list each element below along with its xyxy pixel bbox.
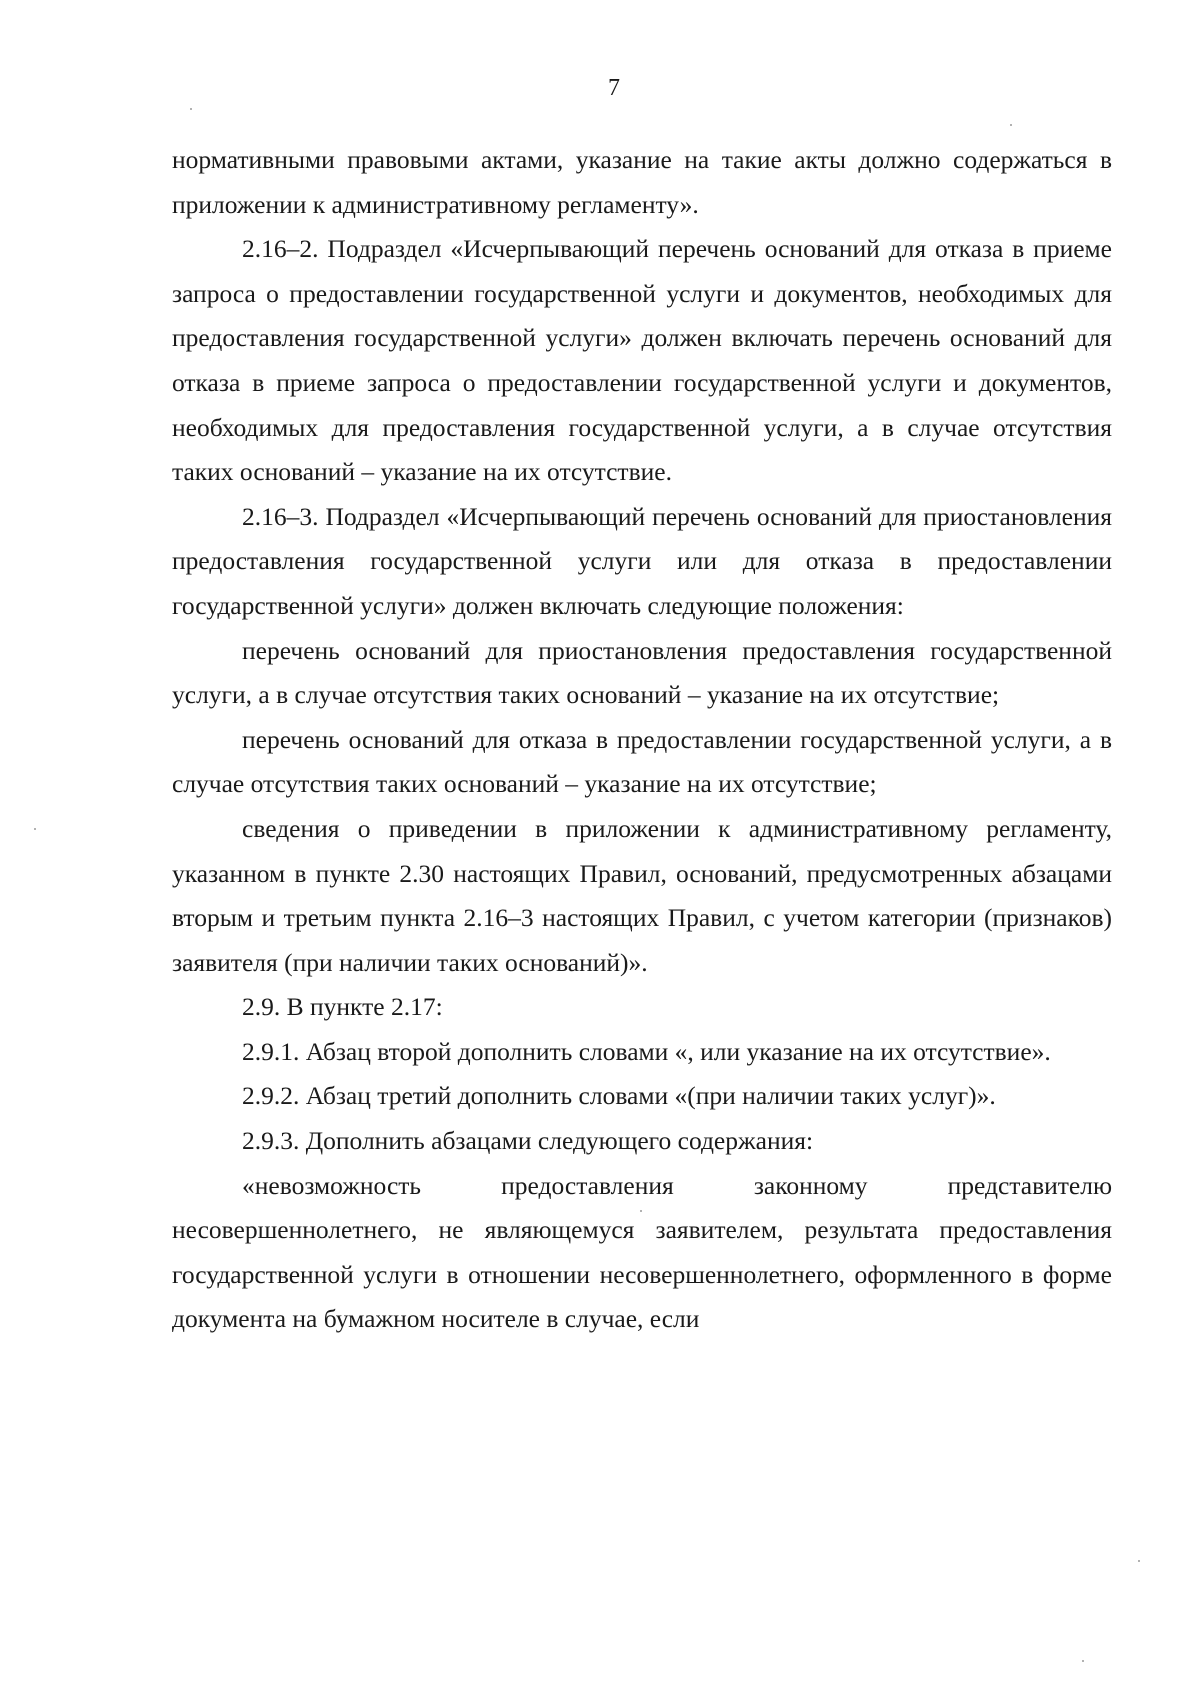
paragraph: 2.9.2. Абзац третий дополнить словами «(при наличии таких услуг)». <box>242 1081 996 1111</box>
scan-speck <box>640 1210 642 1212</box>
paragraph: 2.9.1. Абзац второй дополнить словами «, или указание на их отсутствие». <box>242 1036 1051 1066</box>
paragraph: нормативными правовыми актами, указание на такие акты должно содержаться в приложении к административному регламенту». <box>172 145 1112 219</box>
page-number: 7 <box>608 75 620 101</box>
paragraph: перечень оснований для приостановления предоставления государственной услуги, а в случае отсутствия таких оснований – указание на их отсутствие; <box>172 635 1112 710</box>
paragraph: 2.16–3. Подраздел «Исчерпывающий перечень оснований для приостановления предоставления государственной услуги или для отказа в предоставлении государственной услуги» должен включать следующие положения: <box>172 501 1112 620</box>
scan-speck <box>190 108 192 110</box>
scan-speck <box>1138 1560 1140 1562</box>
scan-speck <box>34 828 36 830</box>
paragraph: сведения о приведении в приложении к административному регламенту, указанном в пункте 2.30 настоящих Правил, оснований, предусмотренных абзацами вторым и третьим пункта 2.16–3 настоящих Правил, с учетом категории (признаков) заявителя (при наличии таких оснований)». <box>172 813 1112 977</box>
scan-speck <box>1010 124 1012 126</box>
paragraph: 2.9.3. Дополнить абзацами следующего содержания: <box>242 1126 814 1156</box>
paragraph: 2.9. В пункте 2.17: <box>242 992 443 1022</box>
scan-speck <box>1082 1660 1084 1662</box>
paragraph: перечень оснований для отказа в предоставлении государственной услуги, а в случае отсутствия таких оснований – указание на их отсутствие; <box>172 724 1112 799</box>
document-body <box>172 138 1112 1342</box>
paragraph: «невозможность предоставления законному представителю несовершеннолетнего, не являющемуся заявителем, результата предоставления государственной услуги в отношении несовершеннолетнего, оформленного в форме документа на бумажном носителе в случае, если <box>172 1170 1112 1334</box>
paragraph: 2.16–2. Подраздел «Исчерпывающий перечень оснований для отказа в приеме запроса о предоставлении государственной услуги и документов, необходимых для предоставления государственной услуги» должен включать перечень оснований для отказа в приеме запроса о предоставлении государственной услуги и документов, необходимых для предоставления государственной услуги, а в случае отсутствия таких оснований – указание на их отсутствие. <box>172 234 1112 487</box>
